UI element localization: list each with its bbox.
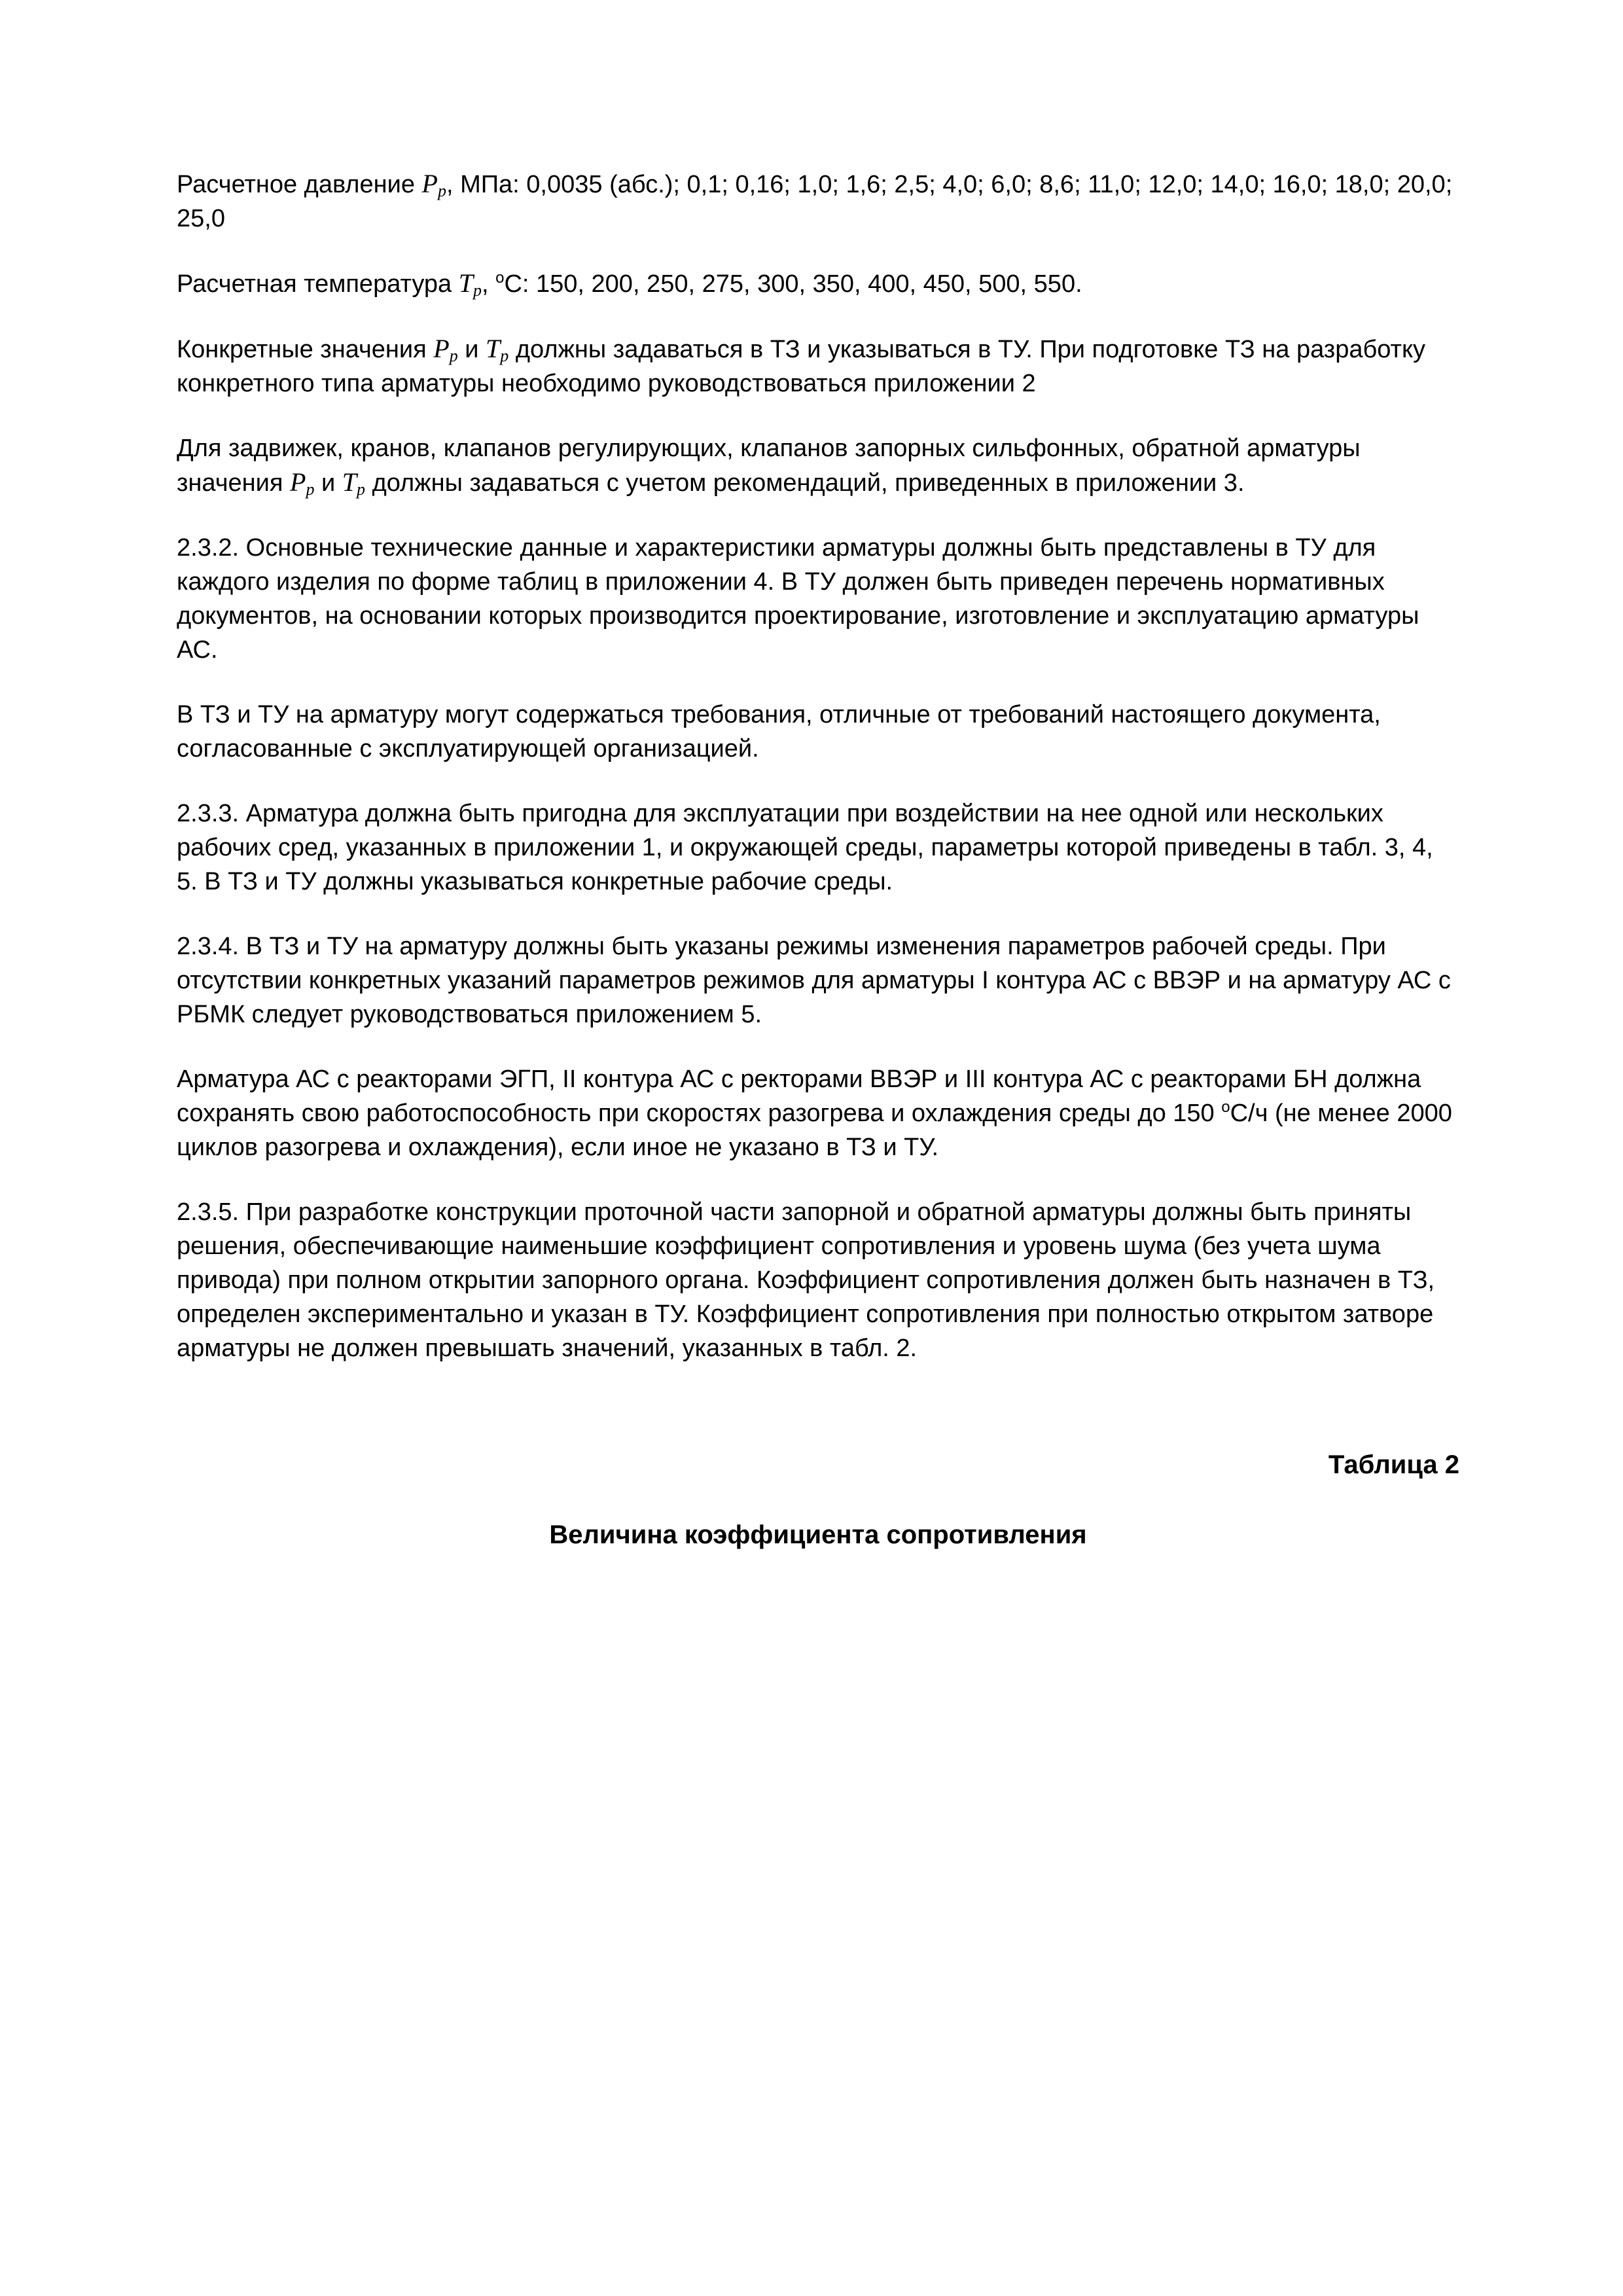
symbol-pp: $P_p$ <box>421 169 446 200</box>
paragraph-2-3-3: 2.3.3. Арматура должна быть пригодна для эксплуатации при воздействии на нее одной или нескольких рабочих сред, указанных в приложении 1, и окружающей среды, параметры которой приведены в табл. 3, 4, 5. В ТЗ и ТУ должны указываться конкретные рабочие среды. <box>177 800 1433 895</box>
paragraph-design-pressure: Расчетное давление $P_p$, МПа: 0,0035 (абс.); 0,1; 0,16; 1,0; 1,6; 2,5; 4,0; 6,0; 8,6; 11,0; 12,0; 14,0; 16,0; 18,0; 20,0; 25,0 <box>177 169 1453 232</box>
paragraph-2-3-5: 2.3.5. При разработке конструкции проточной части запорной и обратной арматуры должны быть приняты решения, обеспечивающие наименьшие коэффициент сопротивления и уровень шума (без учета шума привода) при полном открытии запорного органа. Коэффициент сопротивления должен быть назначен в ТЗ, определен экспериментально и указан в ТУ. Коэффициент сопротивления при полностью открытом затворе арматуры не должен превышать значений, указанных в табл. 2. <box>177 1198 1435 1362</box>
paragraph-heating-rate: Арматура АС с реакторами ЭГП, II контура АС с ректорами ВВЭР и III контура АС с реакторами БН должна сохранять свою работоспособность при скоростях разогрева и охлаждения среды до 150 $^o$С/ч (не менее 2000 циклов разогрева и охлаждения), если иное не указано в ТЗ и ТУ. <box>177 1066 1452 1161</box>
degree-sign: o <box>495 269 505 287</box>
degree-sign: o <box>1221 1098 1230 1116</box>
symbol-pp: $P_p$ <box>433 334 458 365</box>
paragraph-valves-values: Для задвижек, кранов, клапанов регулирующих, клапанов запорных сильфонных, обратной арматуры значения $P_p$ и $T_p$ должны задаваться с учетом рекомендаций, приведенных в приложении 3. <box>177 435 1361 499</box>
paragraph-2-3-2: 2.3.2. Основные технические данные и характеристики арматуры должны быть представлены в ТУ для каждого изделия по форме таблиц в приложении 4. В ТУ должен быть приведен перечень нормативных документов, на основании которых производится проектирование, изготовление и эксплуатацию арматуры АС. <box>177 534 1419 664</box>
document-page <box>177 167 1459 1550</box>
table-title: Величина коэффициента сопротивления <box>549 1520 1087 1549</box>
symbol-pp: $P_p$ <box>290 467 315 499</box>
paragraph-requirements: В ТЗ и ТУ на арматуру могут содержаться требования, отличные от требований настоящего документа, согласованные с эксплуатирующей организацией. <box>177 701 1381 762</box>
table-number: Таблица 2 <box>1328 1450 1459 1479</box>
paragraph-design-temperature: Расчетная температура $T_p$, $^o$С: 150, 200, 250, 275, 300, 350, 400, 450, 500, 550. <box>177 268 1082 300</box>
symbol-tp: $T_p$ <box>342 467 366 499</box>
paragraph-specific-values: Конкретные значения $P_p$ и $T_p$ должны задаваться в ТЗ и указываться в ТУ. При подготовке ТЗ на разработку конкретного типа арматуры необходимо руководствоваться приложении 2 <box>177 334 1425 397</box>
paragraph-2-3-4: 2.3.4. В ТЗ и ТУ на арматуру должны быть указаны режимы изменения параметров рабочей среды. При отсутствии конкретных указаний параметров режимов для арматуры I контура АС с ВВЭР и на арматуру АС с РБМК следует руководствоваться приложением 5. <box>177 933 1451 1028</box>
symbol-tp: $T_p$ <box>486 334 509 365</box>
symbol-tp: $T_p$ <box>458 268 482 300</box>
